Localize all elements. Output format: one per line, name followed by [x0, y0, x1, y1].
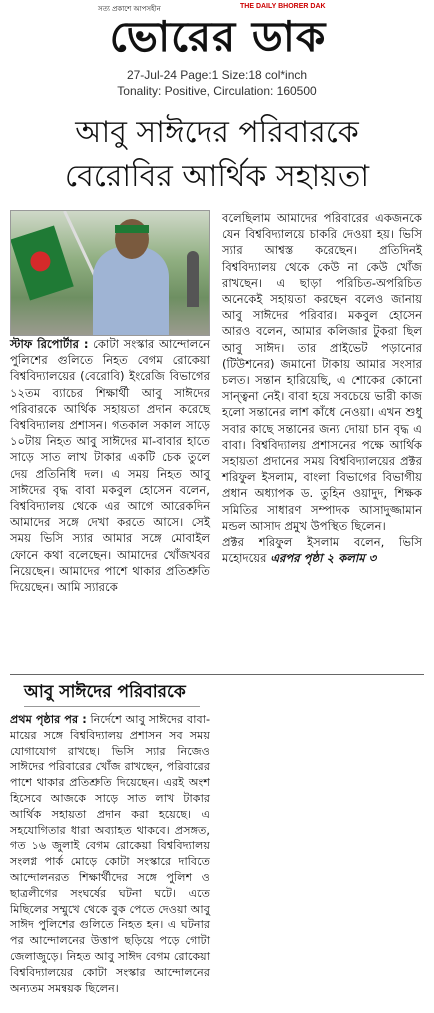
jump-note: এরপর পৃষ্ঠা ২ কলাম ৩	[270, 551, 377, 566]
continuation-lead: প্রথম পৃষ্ঠার পর :	[10, 713, 87, 726]
headline-line-1: আবু সাঈদের পরিবারকে	[75, 115, 359, 150]
news-photo	[10, 210, 210, 336]
newspaper-logo: ভোরের ডাক	[109, 12, 327, 61]
section-divider	[10, 674, 424, 675]
article-right-text-2: প্রক্টর শরিফুল ইসলাম বলেন, ভিসি মহোদয়ের	[222, 535, 422, 566]
masthead-english-name: THE DAILY BHORER DAK	[240, 3, 326, 10]
continuation-column	[10, 712, 210, 996]
photo-person-body	[93, 247, 169, 335]
clip-info-tonality: Tonality: Positive, Circulation: 160500	[117, 84, 317, 98]
headline-line-2: বেরোবির আর্থিক সহায়তা	[64, 159, 370, 194]
masthead	[0, 0, 434, 62]
photo-bystander	[187, 251, 199, 307]
continuation-headline: আবু সাঈদের পরিবারকে	[24, 682, 186, 702]
continuation-text: নির্দেশে আবু সাঈদের বাবা-মায়ের সঙ্গে বিশ্ববিদ্যালয় প্রশাসন সব সময় যোগাযোগ রাখছে। ভিসি স্যার নিজেও সাঈদের পরিবারের খোঁজ রাখছেন, পরিবারের পাশে থাকার প্রতিশ্রুতি দিয়েছেন। এরই অংশ হিসেবে আজকে সাড়ে সাত লাখ টাকার আর্থিক সহায়তা প্রদান করা হয়েছে। এ সহযোগিতার ধারা অব্যাহত থাকবে। প্রসঙ্গত, গত ১৬ জুলাই বেগম রোকেয়া বিশ্ববিদ্যালয় সংলগ্ন পার্ক মোড়ে কোটা সংস্কারে দাবিতে আন্দোলনরত শিক্ষার্থীদের সঙ্গে পুলিশ ও ছাত্রলীগের সংঘর্ষের ঘটনা ঘটে। এতে মিছিলের সম্মুখে থেকে বুক পেতে দেওয়া আবু সাঈদ পুলিশের গুলিতে নিহত হন। এ ঘটনার পর আন্দোলনের উত্তাপ ছড়িয়ে পড়ে গোটা জেলাজুড়ে। নিহত আবু সাঈদ বেগম রোকেয়া বিশ্ববিদ্যালয়ের কোটা সংস্কার আন্দোলনের অন্যতম সমন্বয়ক ছিলেন।	[10, 713, 210, 995]
article-left-column	[10, 336, 210, 595]
article-right-column	[222, 210, 422, 566]
article-right-text: বলেছিলাম আমাদের পরিবারের একজনকে যেন বিশ্ববিদ্যালয়ে চাকরি দেওয়া হয়। ভিসি স্যার আশ্বস্ত করেছেন। প্রতিদিনই বিশ্ববিদ্যালয় থেকে কেউ না কেউ খোঁজ রাখছেন। এ ছাড়া পরিচিত-অপরিচিত অনেকেই সহায়তা করছেন বলেও জানায় আবু সাঈদের পরিবার। মকবুল হোসেন আরও বলেন, আমার কলিজার টুকরা ছিল আবু সাঈদ। তার প্রাইভেট পড়ানোর (টিউশনের) জমানো টাকায় আমার সংসার চলত। সন্তান হারিয়েছি, এ শোকের কোনো সান্ত্বনা নেই। বাবা হয়ে সবচেয়ে ভারী কাজ হলো সন্তানের লাশ কাঁধে নেওয়া। এখন শুধু সবার কাছে সন্তানের জন্য দোয়া চান বৃদ্ধ এ বাবা। বিশ্ববিদ্যালয় প্রশাসনের পক্ষে আর্থিক সহায়তা প্রদানের সময় বিশ্ববিদ্যালয়ের প্রক্টর শরিফুল ইসলাম, বাংলা বিভাগের বিভাগীয় প্রধান অধ্যাপক ড. তুহিন ওয়াদুদ, শিক্ষক সমিতির সাধারণ সম্পাদক আসাদুজ্জামান মন্ডল আসাদ প্রমুখ উপস্থিত ছিলেন।	[222, 211, 422, 533]
masthead-tagline: সত্য প্রকাশে আপসহীন	[98, 5, 161, 13]
clip-info-date-page: 27-Jul-24 Page:1 Size:18 col*inch	[126, 68, 308, 82]
flag-red-disc	[28, 249, 53, 274]
bangladesh-flag	[10, 225, 74, 300]
article-left-text: কোটা সংস্কার আন্দোলনে পুলিশের গুলিতে নিহত বেগম রোকেয়া বিশ্ববিদ্যালয়ের (বেরোবি) ইংরেজি বিভাগের ১২তম ব্যাচের শিক্ষার্থী আবু সাঈদের পরিবারকে আর্থিক সহায়তা প্রদান করেছে বিশ্ববিদ্যালয় প্রশাসন। গতকাল সকাল সাড়ে ১০টায় নিহত আবু সাঈদের মা-বাবার হাতে সাড়ে সাত লাখ টাকার একটি চেক তুলে দেয় প্রতিনিধি দল। এ সময় নিহত আবু সাঈদের বৃদ্ধ বাবা মকবুল হোসেন বলেন, বিশ্ববিদ্যালয় থেকে এর আগে আরেকদিন আমাদের সঙ্গে দেখা করতে আসে। সেই সময় ভিসি স্যার আমার সঙ্গে মোবাইল ফোনে কথা বলেছেন। আমাদের খোঁজখবর নিয়েছেন। আমাদের পাশে থাকার প্রতিশ্রুতি দিয়েছেন। আমি স্যারকে	[10, 337, 211, 595]
continuation-headline-underline	[24, 706, 200, 707]
photo-person-headband	[115, 225, 149, 233]
byline: স্টাফ রিপোর্টার :	[10, 337, 89, 351]
